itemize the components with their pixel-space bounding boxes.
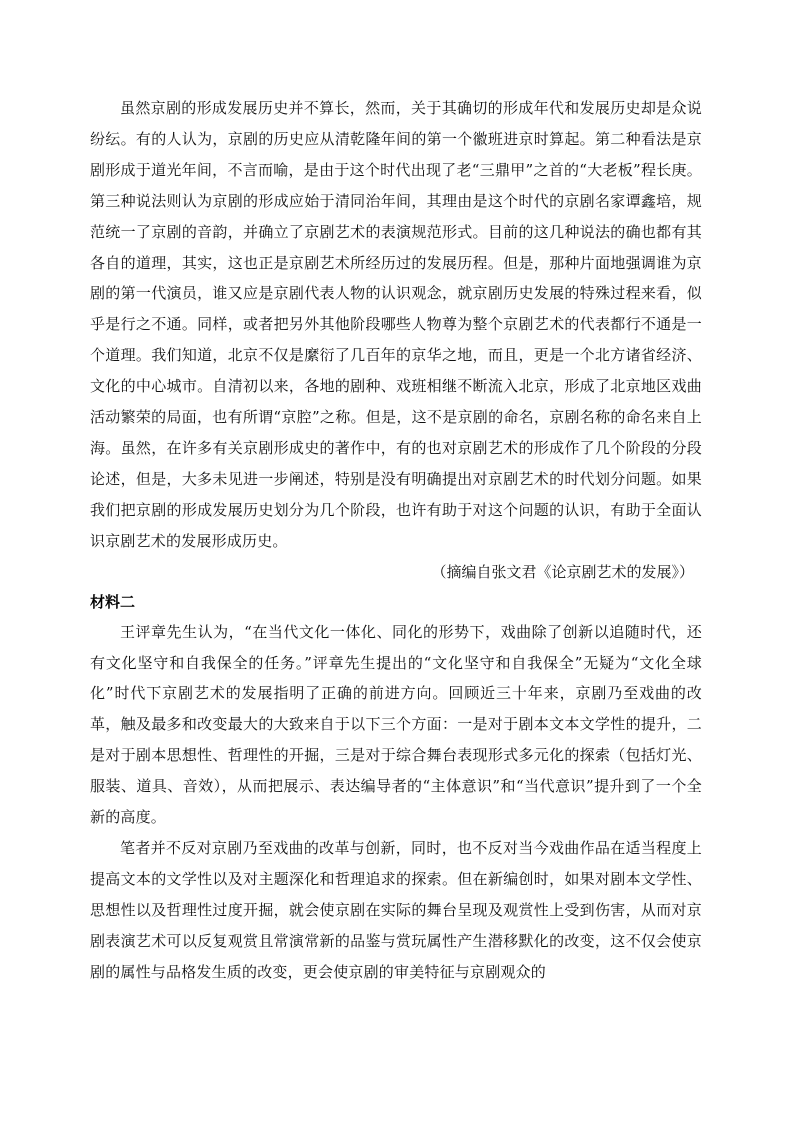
document-page (90, 93, 702, 987)
paragraph-material-one: 虽然京剧的形成发展历史并不算长，然而，关于其确切的形成年代和发展历史却是众说纷纭。有的人认为，京剧的历史应从清乾隆年间的第一个徽班进京时算起。第二种看法是京剧形成于道光年间，不言而喻，是由于这个时代出现了老“三鼎甲”之首的“大老板”程长庚。第三种说法则认为京剧的形成应始于清同治年间，其理由是这个时代的京剧名家谭鑫培，规范统一了京剧的音韵，并确立了京剧艺术的表演规范形式。目前的这几种说法的确也都有其各自的道理，其实，这也正是京剧艺术所经历过的发展历程。但是，那种片面地强调谁为京剧的第一代演员，谁又应是京剧代表人物的认识观念，就京剧历史发展的特殊过程来看，似乎是行之不通。同样，或者把另外其他阶段哪些人物尊为整个京剧艺术的代表都行不通是一个道理。我们知道，北京不仅是縻衍了几百年的京华之地，而且，更是一个北方诸省经济、文化的中心城市。自清初以来，各地的剧种、戏班相继不断流入北京，形成了北京地区戏曲活动繁荣的局面，也有所谓“京腔”之称。但是，这不是京剧的命名，京剧名称的命名来自上海。虽然，在许多有关京剧形成史的著作中，有的也对京剧艺术的形成作了几个阶段的分段论述，但是，大多未见进一步阐述，特别是没有明确提出对京剧艺术的时代划分问题。如果我们把京剧的形成发展历史划分为几个阶段，也许有助于对这个问题的认识，有助于全面认识京剧艺术的发展形成历史。 (90, 99, 702, 550)
paragraph-material-two-second: 笔者并不反对京剧乃至戏曲的改革与创新，同时，也不反对当今戏曲作品在适当程度上提高文本的文学性以及对主题深化和哲理追求的探索。但在新编创时，如果对剧本文学性、思想性以及哲理性过度开掘，就会使京剧在实际的舞台呈现及观赏性上受到伤害，从而对京剧表演艺术可以反复观赏且常演常新的品鉴与赏玩属性产生潜移默化的改变，这不仅会使京剧的属性与品格发生质的改变，更会使京剧的审美特征与京剧观众的 (90, 838, 702, 981)
source-note: （摘编自张文君《论京剧艺术的发展》） (431, 562, 694, 581)
section-title-material-two: 材料二 (90, 592, 136, 611)
paragraph-material-two-first: 王评章先生认为，“在当代文化一体化、同化的形势下，戏曲除了创新以追随时代，还有文化坚守和自我保全的任务。”评章先生提出的“文化坚守和自我保全”无疑为“文化全球化”时代下京剧艺术的发展指明了正确的前进方向。回顾近三十年来，京剧乃至戏曲的改革，触及最多和改变最大的大致来自于以下三个方面：一是对于剧本文本文学性的提升，二是对于剧本思想性、哲理性的开掘，三是对于综合舞台表现形式多元化的探索（包括灯光、服装、道具、音效），从而把展示、表达编导者的“主体意识”和“当代意识”提升到了一个全新的高度。 (90, 622, 702, 827)
